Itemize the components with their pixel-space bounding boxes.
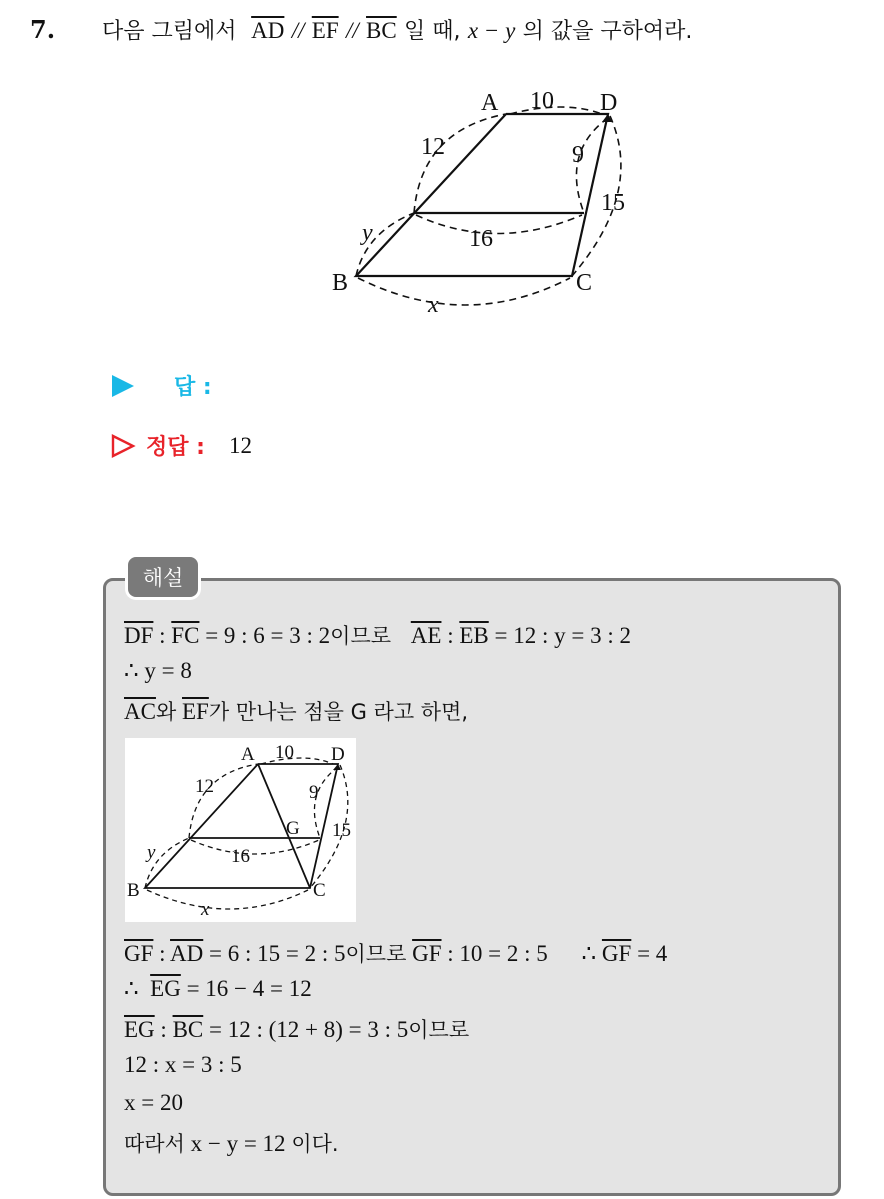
correct-label: 정답 : <box>146 435 205 460</box>
label-g: G <box>286 818 300 839</box>
solution-line-1: $\overline{DF}$ : $\overline{FC} = 9$ : 6 = 3 : 2이므로 $\overline{AE}$ : $\overline{EB} = 12$ : y = 3 : 2 <box>124 623 631 648</box>
solution-line-5: ∴ $\overline{EG} = 16 - 4 = 12$ <box>124 976 312 1001</box>
answer-row <box>110 370 212 401</box>
correct-answer-row <box>110 430 252 461</box>
label-c-2: C <box>313 880 326 901</box>
label-b: B <box>332 270 349 296</box>
segment-ad: $\overline{AD}$ <box>251 18 285 43</box>
label-y-2: y <box>147 842 156 863</box>
label-ef-length-2: 16 <box>231 846 250 867</box>
label-ad-length: 10 <box>530 88 554 114</box>
label-ae-length-2: 12 <box>195 776 214 797</box>
label-dc-length: 15 <box>601 190 625 216</box>
solution-line-6: $\overline{EG}$ : $\overline{BC} = 12$ : (12 + 8) = 3 : 5이므로 <box>124 1017 470 1042</box>
segment-bc: $\overline{BC}$ <box>366 18 397 43</box>
solution-line-2: ∴ y = 8 <box>124 658 192 683</box>
question-text: 7. 다음 그림에서 $\overline{AD} // \overline{EF} // \overline{BC}$ 일 때, x − y 의 값을 구하여라. <box>30 15 693 44</box>
label-df-length: 9 <box>572 142 584 168</box>
label-dc-length-2: 15 <box>332 820 351 841</box>
label-x-2: x <box>201 899 210 920</box>
solution-line-9: 따라서 x − y = 12 이다. <box>124 1131 339 1156</box>
outline-triangle-icon <box>110 433 136 459</box>
label-ad-length-2: 10 <box>275 742 294 763</box>
segment-ac-line <box>258 764 310 888</box>
solution-line-8: x = 20 <box>124 1090 183 1115</box>
segment-ef: $\overline{EF}$ <box>311 18 339 43</box>
label-b-2: B <box>127 880 140 901</box>
label-d: D <box>600 90 618 116</box>
solution-tab: 해설 <box>128 557 198 597</box>
solution-line-3: $\overline{AC}$와 $\overline{EF}$가 만나는 점을 G 라고 하면, <box>124 699 469 724</box>
solution-line-7: 12 : x = 3 : 5 <box>124 1052 242 1077</box>
label-ef-length: 16 <box>469 226 493 252</box>
question-number: 7. <box>30 15 56 44</box>
label-d-2: D <box>331 744 345 765</box>
solution-figure <box>125 738 356 922</box>
answer-label: 답 : <box>174 375 212 400</box>
label-df-length-2: 9 <box>309 782 319 803</box>
solution-line-4: $\overline{GF}$ : $\overline{AD} = 6$ : 15 = 2 : 5이므로 $\overline{GF}$ : 10 = 2 : 5 ∴ $\overline{GF} = 4$ <box>124 941 668 966</box>
correct-value: 12 <box>228 432 252 458</box>
trapezoid-figure <box>326 82 646 322</box>
label-y: y <box>362 220 373 246</box>
expression: x − y <box>467 18 516 43</box>
label-a-2: A <box>241 744 255 765</box>
label-x: x <box>428 292 439 318</box>
label-a: A <box>481 90 499 116</box>
label-c: C <box>576 270 593 296</box>
label-ae-length: 12 <box>421 134 445 160</box>
play-triangle-icon <box>110 373 136 399</box>
